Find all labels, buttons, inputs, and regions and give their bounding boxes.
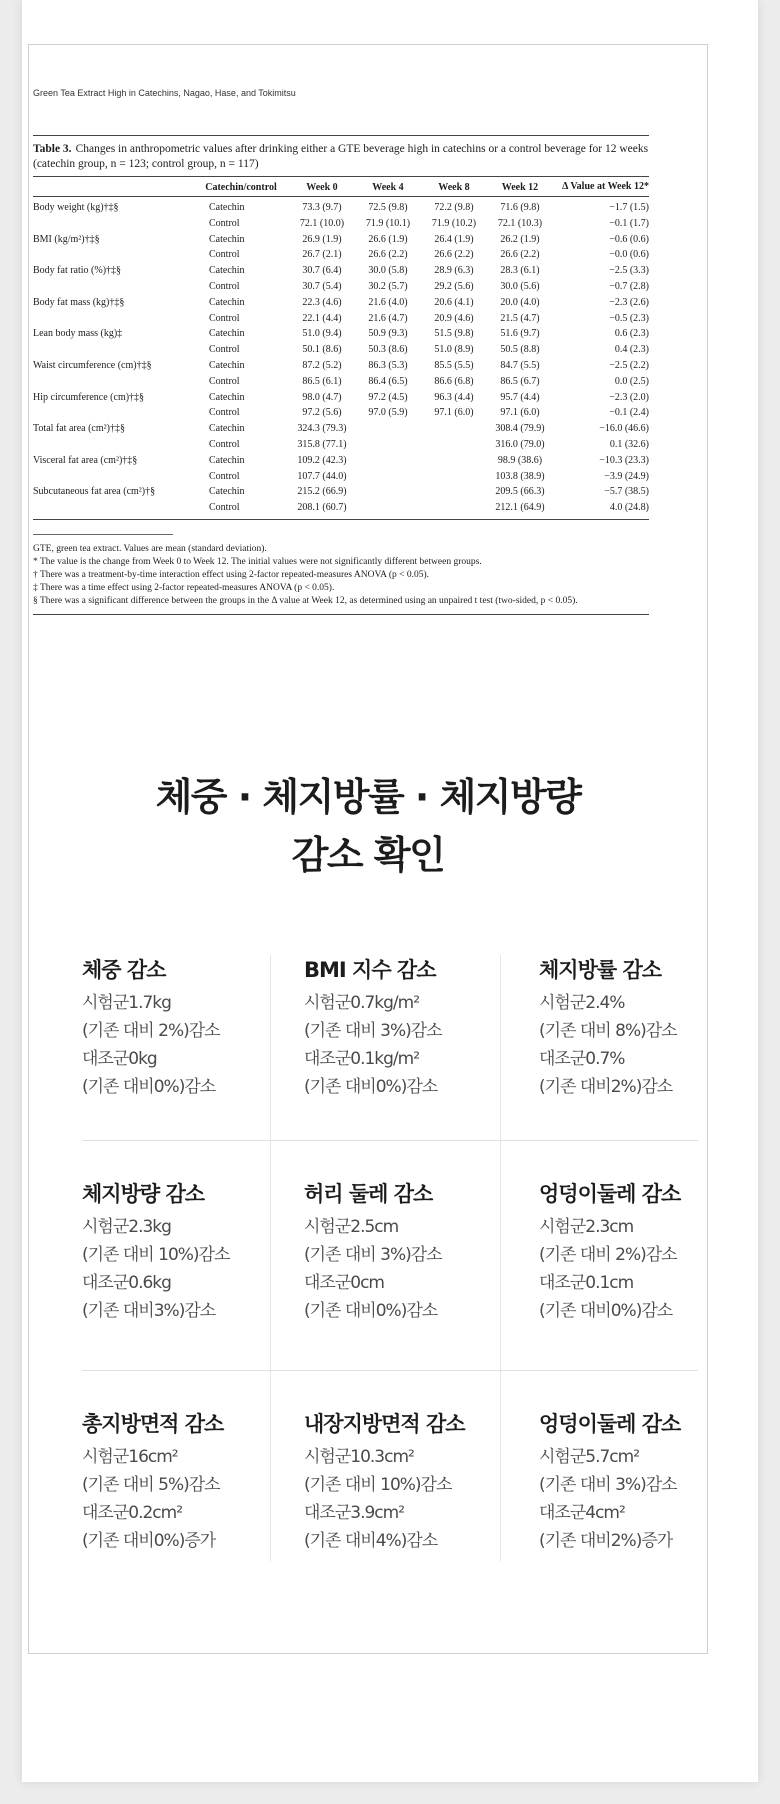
table-cell: Control bbox=[209, 375, 240, 387]
table-cell: 107.7 (44.0) bbox=[297, 470, 347, 482]
stat-line: (기존 대비 3%)감소 bbox=[304, 1021, 442, 1041]
stat-line: 대조군0kg bbox=[82, 1049, 157, 1069]
footnote: † There was a treatment-by-time interaction effect using 2-factor repeated-measures ANOVA (p < 0.05). bbox=[33, 569, 430, 580]
stat-title: 허리 둘레 감소 bbox=[304, 1182, 433, 1206]
table-cell: 21.5 (4.7) bbox=[500, 312, 540, 324]
stat-title: 내장지방면적 감소 bbox=[304, 1412, 465, 1436]
stat-card bbox=[270, 1141, 500, 1370]
stat-line: 시험군5.7cm² bbox=[539, 1447, 640, 1467]
table-cell: Catechin bbox=[209, 423, 245, 435]
stat-card bbox=[270, 955, 500, 1140]
stat-line: 시험군10.3cm² bbox=[304, 1447, 414, 1467]
table-cell bbox=[33, 374, 193, 390]
table-footnotes bbox=[33, 543, 649, 608]
table-header-cell bbox=[33, 177, 193, 197]
table-cell: Control bbox=[209, 502, 240, 514]
table-cell: 72.5 (9.8) bbox=[368, 202, 408, 213]
stat-line: (기존 대비 5%)감소 bbox=[82, 1475, 220, 1495]
table-cell: Catechin bbox=[209, 454, 245, 466]
table-cell: −0.6 (0.6) bbox=[609, 233, 649, 245]
table-cell: BMI (kg/m²)†‡§ bbox=[33, 233, 100, 245]
table-cell: 95.7 (4.4) bbox=[500, 391, 540, 403]
table-row bbox=[33, 247, 649, 263]
table-cell: 103.8 (38.9) bbox=[495, 470, 545, 482]
table-cell bbox=[421, 421, 487, 437]
table-cell: Control bbox=[209, 407, 240, 419]
table-cell: 21.6 (4.7) bbox=[368, 312, 408, 324]
table-cell: 87.2 (5.2) bbox=[302, 359, 342, 371]
stat-card bbox=[82, 955, 270, 1140]
table-row bbox=[33, 453, 649, 469]
table-cell: 20.9 (4.6) bbox=[434, 312, 474, 324]
table-cell: 72.1 (10.0) bbox=[299, 217, 345, 229]
stat-line: 대조군0cm bbox=[304, 1273, 384, 1293]
table-cell: 29.2 (5.6) bbox=[434, 280, 474, 292]
table-cell: Subcutaneous fat area (cm²)†§ bbox=[33, 486, 156, 498]
stat-line: (기존 대비 10%)감소 bbox=[304, 1475, 452, 1495]
table-cell: 0.1 (32.6) bbox=[609, 438, 649, 450]
table-row bbox=[33, 279, 649, 295]
table-cell: Control bbox=[209, 312, 240, 324]
stat-line: 시험군1.7kg bbox=[82, 993, 171, 1013]
stat-line: (기존 대비0%)감소 bbox=[539, 1301, 673, 1321]
table-cell: 50.3 (8.6) bbox=[368, 344, 408, 356]
stats-row bbox=[82, 1370, 698, 1560]
stat-card bbox=[500, 955, 698, 1140]
table-cell: 30.2 (5.7) bbox=[368, 280, 408, 292]
stat-line: (기존 대비 3%)감소 bbox=[304, 1245, 442, 1265]
table-cell: 97.2 (5.6) bbox=[302, 407, 342, 419]
table-cell: 324.3 (79.3) bbox=[297, 423, 347, 435]
table-cell: 315.8 (77.1) bbox=[297, 438, 347, 450]
table-cell: Catechin bbox=[209, 202, 245, 213]
footnote: * The value is the change from Week 0 to Week 12. The initial values were not significantly different between groups. bbox=[33, 556, 482, 567]
table-cell bbox=[33, 216, 193, 232]
table-cell: 316.0 (79.0) bbox=[495, 438, 545, 450]
table-row bbox=[33, 500, 649, 519]
stat-line: 대조군0.6kg bbox=[82, 1273, 171, 1293]
stat-line: 시험군2.3kg bbox=[82, 1217, 171, 1237]
table-cell: 22.1 (4.4) bbox=[302, 312, 342, 324]
table-row bbox=[33, 469, 649, 485]
table-cell: −0.0 (0.6) bbox=[609, 249, 649, 261]
footnote: ‡ There was a time effect using 2-factor repeated-measures ANOVA (p < 0.05). bbox=[33, 582, 335, 593]
table-cell: 72.1 (10.3) bbox=[497, 217, 543, 229]
table-cell: 96.3 (4.4) bbox=[434, 391, 474, 403]
table-cell: 86.3 (5.3) bbox=[368, 359, 408, 371]
table-caption bbox=[33, 135, 649, 172]
stat-line: 대조군3.9cm² bbox=[304, 1503, 405, 1523]
table-cell: −2.3 (2.6) bbox=[609, 296, 649, 308]
table-header-cell: Δ Value at Week 12* bbox=[553, 177, 649, 197]
table-caption-text: Changes in anthropometric values after drinking either a GTE beverage high in catechins or a control beverage for 12 weeks (catechin group, n = 123; control group, n = 117) bbox=[33, 143, 649, 170]
table-cell: 212.1 (64.9) bbox=[495, 502, 545, 514]
table-cell: 73.3 (9.7) bbox=[302, 202, 342, 213]
table-cell: 28.9 (6.3) bbox=[434, 265, 474, 277]
footnote: § There was a significant difference between the groups in the Δ value at Week 12, as determined using an unpaired t test (two-sided, p < 0.05). bbox=[33, 595, 578, 606]
table-bottom-rule bbox=[33, 519, 649, 520]
table-cell: 215.2 (66.9) bbox=[297, 486, 347, 498]
table-cell bbox=[33, 500, 193, 519]
table-cell: −2.3 (2.0) bbox=[609, 391, 649, 403]
table-cell: 51.5 (9.8) bbox=[434, 328, 474, 340]
table-cell bbox=[33, 279, 193, 295]
stat-line: (기존 대비0%)증가 bbox=[82, 1531, 216, 1551]
table-cell: Catechin bbox=[209, 359, 245, 371]
table-cell: Catechin bbox=[209, 391, 245, 403]
footnote-end-rule bbox=[33, 614, 649, 615]
table-row bbox=[33, 342, 649, 358]
stat-line: 대조군0.2cm² bbox=[82, 1503, 183, 1523]
table-cell: 208.1 (60.7) bbox=[297, 502, 347, 514]
table-cell: 209.5 (66.3) bbox=[495, 486, 545, 498]
table-cell: −0.5 (2.3) bbox=[609, 312, 649, 324]
stat-line: (기존 대비0%)감소 bbox=[82, 1077, 216, 1097]
stat-card bbox=[500, 1141, 698, 1370]
table-cell: Control bbox=[209, 438, 240, 450]
table-cell bbox=[421, 500, 487, 519]
stat-line: 시험군16cm² bbox=[82, 1447, 178, 1467]
table-cell: 26.6 (2.2) bbox=[434, 249, 474, 261]
stat-line: (기존 대비0%)감소 bbox=[304, 1077, 438, 1097]
table-header-cell: Week 12 bbox=[487, 177, 553, 197]
table-cell: Catechin bbox=[209, 233, 245, 245]
table-cell: 98.9 (38.6) bbox=[497, 454, 543, 466]
table-cell: 22.3 (4.6) bbox=[302, 296, 342, 308]
table-header-cell: Catechin/control bbox=[193, 177, 289, 197]
table-row bbox=[33, 232, 649, 248]
table-cell: Catechin bbox=[209, 265, 245, 277]
footnote-rule bbox=[33, 534, 173, 535]
table-cell bbox=[421, 437, 487, 453]
table-cell: 0.0 (2.5) bbox=[614, 375, 649, 387]
table-cell: 50.5 (8.8) bbox=[500, 344, 540, 356]
table-cell: Control bbox=[209, 249, 240, 261]
table-cell: −3.9 (24.9) bbox=[604, 470, 649, 482]
table-cell: 50.9 (9.3) bbox=[368, 328, 408, 340]
stat-line: (기존 대비0%)감소 bbox=[304, 1301, 438, 1321]
table-header-cell: Week 4 bbox=[355, 177, 421, 197]
anthropometric-table bbox=[33, 176, 649, 519]
table-cell: 30.7 (5.4) bbox=[302, 280, 342, 292]
table-cell: 84.7 (5.5) bbox=[500, 359, 540, 371]
table-cell: Total fat area (cm²)†‡§ bbox=[33, 423, 125, 435]
stat-title: 엉덩이둘레 감소 bbox=[539, 1182, 681, 1206]
table-cell bbox=[33, 405, 193, 421]
table-cell: −2.5 (2.2) bbox=[609, 359, 649, 371]
table-row bbox=[33, 484, 649, 500]
table-cell: −0.1 (2.4) bbox=[609, 407, 649, 419]
table-row bbox=[33, 437, 649, 453]
table-cell: 71.9 (10.2) bbox=[431, 217, 477, 229]
table-cell: 86.4 (6.5) bbox=[368, 375, 408, 387]
table-cell bbox=[355, 421, 421, 437]
table-cell: Lean body mass (kg)‡ bbox=[33, 328, 123, 340]
table-row bbox=[33, 358, 649, 374]
stat-line: (기존 대비4%)감소 bbox=[304, 1531, 438, 1551]
stat-title: 체중 감소 bbox=[82, 958, 166, 982]
table-cell: Body weight (kg)†‡§ bbox=[33, 202, 119, 213]
table-cell: 28.3 (6.1) bbox=[500, 265, 540, 277]
table-cell: 308.4 (79.9) bbox=[495, 423, 545, 435]
stat-line: 대조군0.1cm bbox=[539, 1273, 634, 1293]
running-head: Green Tea Extract High in Catechins, Nagao, Hase, and Tokimitsu bbox=[33, 88, 296, 98]
table-cell bbox=[355, 453, 421, 469]
table-cell: 97.1 (6.0) bbox=[500, 407, 540, 419]
table-cell: Body fat mass (kg)†‡§ bbox=[33, 296, 125, 308]
table-cell: Catechin bbox=[209, 486, 245, 498]
stats-row bbox=[82, 955, 698, 1140]
table-cell: 97.1 (6.0) bbox=[434, 407, 474, 419]
table-cell: 51.6 (9.7) bbox=[500, 328, 540, 340]
table-cell: 20.0 (4.0) bbox=[500, 296, 540, 308]
section-heading bbox=[28, 768, 708, 884]
stat-card bbox=[500, 1371, 698, 1561]
table-cell: −1.7 (1.5) bbox=[609, 202, 649, 213]
table-cell bbox=[33, 342, 193, 358]
stat-line: (기존 대비3%)감소 bbox=[82, 1301, 216, 1321]
table-cell: 26.2 (1.9) bbox=[500, 233, 540, 245]
table-cell: 86.5 (6.7) bbox=[500, 375, 540, 387]
table-cell: 85.5 (5.5) bbox=[434, 359, 474, 371]
stat-line: 시험군0.7kg/m² bbox=[304, 993, 420, 1013]
table-caption-label: Table 3. bbox=[33, 143, 72, 155]
table-cell bbox=[421, 469, 487, 485]
stat-line: (기존 대비 2%)감소 bbox=[539, 1245, 677, 1265]
table-cell: 109.2 (42.3) bbox=[297, 454, 347, 466]
table-row bbox=[33, 197, 649, 216]
table-cell: 0.6 (2.3) bbox=[614, 328, 649, 340]
stat-card bbox=[82, 1371, 270, 1561]
table-cell bbox=[421, 484, 487, 500]
table-cell: 21.6 (4.0) bbox=[368, 296, 408, 308]
stats-row bbox=[82, 1140, 698, 1370]
table-cell bbox=[33, 247, 193, 263]
table-body bbox=[33, 197, 649, 519]
heading-line-1: 체중 · 체지방률 · 체지방량 bbox=[155, 775, 581, 819]
table-cell: 97.2 (4.5) bbox=[368, 391, 408, 403]
heading-line-2: 감소 확인 bbox=[291, 833, 445, 877]
table-cell: −0.7 (2.8) bbox=[609, 280, 649, 292]
table-cell: −16.0 (46.6) bbox=[599, 423, 649, 435]
table-cell: 30.0 (5.6) bbox=[500, 280, 540, 292]
stat-card bbox=[270, 1371, 500, 1561]
table-cell: 26.6 (2.2) bbox=[368, 249, 408, 261]
table-cell: 4.0 (24.8) bbox=[609, 502, 649, 514]
table-cell: Control bbox=[209, 217, 240, 229]
table-cell: 0.4 (2.3) bbox=[614, 344, 649, 356]
table-cell: 26.7 (2.1) bbox=[302, 249, 342, 261]
table-cell: 51.0 (8.9) bbox=[434, 344, 474, 356]
stat-line: 대조군4cm² bbox=[539, 1503, 625, 1523]
stat-title: 엉덩이둘레 감소 bbox=[539, 1412, 681, 1436]
table-cell: 26.9 (1.9) bbox=[302, 233, 342, 245]
table-cell: 26.6 (1.9) bbox=[368, 233, 408, 245]
stat-card bbox=[82, 1141, 270, 1370]
table-cell: Catechin bbox=[209, 328, 245, 340]
table-cell: 26.4 (1.9) bbox=[434, 233, 474, 245]
table-cell: Hip circumference (cm)†‡§ bbox=[33, 391, 145, 403]
table-row bbox=[33, 263, 649, 279]
table-cell: 51.0 (9.4) bbox=[302, 328, 342, 340]
table-cell: 97.0 (5.9) bbox=[368, 407, 408, 419]
table-cell bbox=[355, 484, 421, 500]
stat-title: 총지방면적 감소 bbox=[82, 1412, 224, 1436]
table-row bbox=[33, 421, 649, 437]
table-cell: Visceral fat area (cm²)†‡§ bbox=[33, 454, 138, 466]
stat-line: 대조군0.1kg/m² bbox=[304, 1049, 420, 1069]
table-row bbox=[33, 390, 649, 406]
stat-line: 시험군2.3cm bbox=[539, 1217, 634, 1237]
table-cell bbox=[355, 437, 421, 453]
table-cell: −2.5 (3.3) bbox=[609, 265, 649, 277]
table-cell bbox=[33, 311, 193, 327]
table-header-cell: Week 8 bbox=[421, 177, 487, 197]
table-row bbox=[33, 405, 649, 421]
table-cell bbox=[355, 469, 421, 485]
table-cell: 86.6 (6.8) bbox=[434, 375, 474, 387]
paper-table-excerpt bbox=[33, 88, 649, 615]
table-row bbox=[33, 374, 649, 390]
table-cell bbox=[355, 500, 421, 519]
stat-line: 대조군0.7% bbox=[539, 1049, 625, 1069]
table-cell: 20.6 (4.1) bbox=[434, 296, 474, 308]
table-row bbox=[33, 326, 649, 342]
table-row bbox=[33, 311, 649, 327]
table-cell: −0.1 (1.7) bbox=[609, 217, 649, 229]
stat-line: (기존 대비 2%)감소 bbox=[82, 1021, 220, 1041]
table-row bbox=[33, 216, 649, 232]
table-cell: 26.6 (2.2) bbox=[500, 249, 540, 261]
stat-title: 체지방률 감소 bbox=[539, 958, 662, 982]
table-row bbox=[33, 295, 649, 311]
stat-line: (기존 대비 10%)감소 bbox=[82, 1245, 230, 1265]
table-cell: 71.6 (9.8) bbox=[500, 202, 540, 213]
stat-title: 체지방량 감소 bbox=[82, 1182, 205, 1206]
table-cell: 86.5 (6.1) bbox=[302, 375, 342, 387]
stat-line: (기존 대비 8%)감소 bbox=[539, 1021, 677, 1041]
stat-line: (기존 대비2%)감소 bbox=[539, 1077, 673, 1097]
table-cell: 30.0 (5.8) bbox=[368, 265, 408, 277]
table-cell: Catechin bbox=[209, 296, 245, 308]
table-cell bbox=[33, 437, 193, 453]
table-cell: 50.1 (8.6) bbox=[302, 344, 342, 356]
table-cell: Control bbox=[209, 280, 240, 292]
table-cell: Body fat ratio (%)†‡§ bbox=[33, 265, 122, 277]
table-cell bbox=[421, 453, 487, 469]
stat-line: 시험군2.4% bbox=[539, 993, 625, 1013]
table-cell: −10.3 (23.3) bbox=[599, 454, 649, 466]
table-cell: Waist circumference (cm)†‡§ bbox=[33, 359, 152, 371]
stat-title: BMI 지수 감소 bbox=[304, 958, 436, 982]
table-cell bbox=[33, 469, 193, 485]
stat-line: (기존 대비 3%)감소 bbox=[539, 1475, 677, 1495]
stat-line: 시험군2.5cm bbox=[304, 1217, 399, 1237]
table-cell: −5.7 (38.5) bbox=[604, 486, 649, 498]
table-cell: 72.2 (9.8) bbox=[434, 202, 474, 213]
table-cell: 30.7 (6.4) bbox=[302, 265, 342, 277]
stats-grid bbox=[82, 955, 698, 1560]
table-cell: Control bbox=[209, 344, 240, 356]
footnote: GTE, green tea extract. Values are mean (standard deviation). bbox=[33, 543, 267, 554]
table-cell: 71.9 (10.1) bbox=[365, 217, 411, 229]
stat-line: (기존 대비2%)증가 bbox=[539, 1531, 673, 1551]
table-cell: 98.0 (4.7) bbox=[302, 391, 342, 403]
table-header-cell: Week 0 bbox=[289, 177, 355, 197]
table-cell: Control bbox=[209, 470, 240, 482]
